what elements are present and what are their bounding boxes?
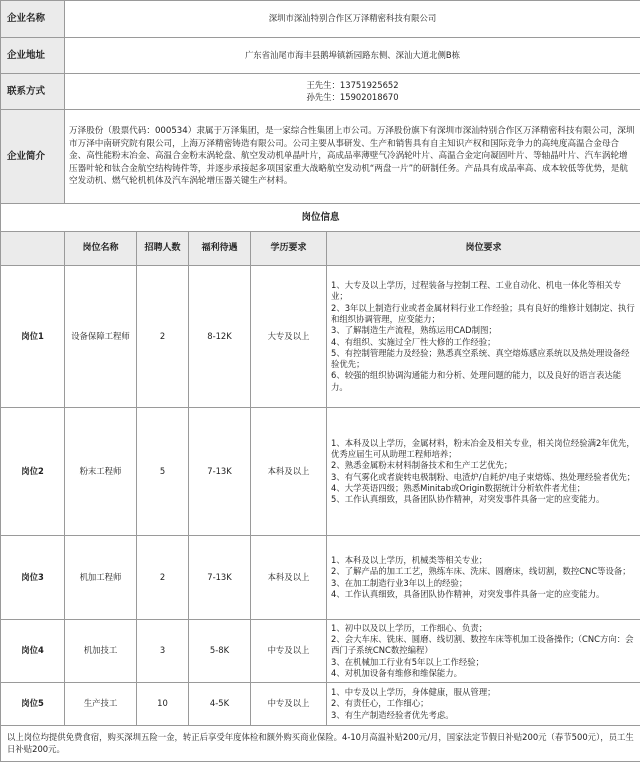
requirement-item: 1、本科及以上学历，机械类等相关专业；	[331, 554, 488, 565]
table-row	[1, 683, 640, 726]
column-header-salary: 福利待遇	[189, 232, 251, 266]
table-row	[1, 536, 640, 620]
column-header-education: 学历要求	[251, 232, 327, 266]
job-education: 本科及以上	[251, 408, 327, 536]
job-label: 岗位3	[1, 536, 65, 620]
job-requirements	[327, 408, 640, 536]
requirement-item: 3、在机械加工行业有5年以上工作经验；	[331, 656, 485, 667]
table-row	[1, 620, 640, 683]
job-education: 本科及以上	[251, 536, 327, 620]
requirement-item: 3、有生产制造经验者优先考虑。	[331, 709, 454, 720]
job-salary: 4-5K	[189, 683, 251, 726]
company-intro-label: 企业简介	[1, 110, 65, 204]
column-header-count: 招聘人数	[137, 232, 189, 266]
job-count: 10	[137, 683, 189, 726]
job-title: 机加工程师	[65, 536, 137, 620]
requirement-item: 4、大学英语四级；熟悉Minitab或Origin数据统计分析软件者尤佳；	[331, 482, 586, 493]
requirement-item: 3、有气雾化或者旋转电极制粉、电渣炉/自耗炉/电子束熔炼、热处理经验者优先；	[331, 471, 636, 482]
company-name: 深圳市深汕特别合作区万泽精密科技有限公司	[65, 1, 640, 38]
benefits-note: 以上岗位均提供免费食宿，购买深圳五险一金，转正后享受年度体检和额外购买商业保险。4-10月高温补贴200元/月，国家法定节假日补贴200元（春节500元），员工生日补贴200元。	[1, 726, 640, 762]
requirement-item: 5、工作认真细致，具备团队协作精神，对突发事件具备一定的应变能力。	[331, 494, 605, 505]
column-header-title: 岗位名称	[65, 232, 137, 266]
requirement-item: 2、会大车床、铣床、圆磨、线切割、数控车床等机加工设备操作;（CNC方向：会西门子系统CNC数控编程）	[331, 634, 634, 656]
contact-line-1: 王先生：13751925652	[306, 80, 399, 91]
requirement-item: 1、本科及以上学历，金属材料，粉末冶金及相关专业，相关岗位经验满2年优先，优秀应届生可从助理工程师培养；	[331, 437, 635, 459]
job-label: 岗位4	[1, 620, 65, 683]
contact-label: 联系方式	[1, 74, 65, 110]
requirement-item: 4、有组织、实施过全厂性大修的工作经验；	[331, 336, 496, 347]
job-education: 大专及以上	[251, 266, 327, 408]
requirement-item: 2、有责任心，工作细心；	[331, 698, 429, 709]
job-salary: 7-13K	[189, 536, 251, 620]
job-salary: 8-12K	[189, 266, 251, 408]
job-requirements	[327, 620, 640, 683]
requirement-item: 3、在加工制造行业3年以上的经验；	[331, 577, 468, 588]
company-intro: 万泽股份（股票代码：000534）隶属于万泽集团，是一家综合性集团上市公司。万泽股份旗下有深圳市深汕特别合作区万泽精密科技有限公司，深圳市万泽中南研究院有限公司，上海万泽精密铸造有限公司。公司主要从事研发、生产和销售具有自主知识产权和国际竞争力的高纯度高温合金母合金、高性能粉末冶金、高温合金粉末涡轮盘、航空发动机单晶叶片，高成品率薄壁气冷涡轮叶片、高温合金定向凝固叶片、等轴晶叶片、汽车涡轮增压器叶轮和钛合金航空结构铸件等，并逐步承接起多项国家重大战略航空发动机“两盘一片”的研制任务。产品具有成品率高、成本较低等优势，是航空发动机、燃气轮机机体及汽车涡轮增压器关键生产材料。	[65, 110, 640, 204]
jobs-section-title: 岗位信息	[1, 204, 640, 232]
job-label: 岗位1	[1, 266, 65, 408]
job-requirements	[327, 536, 640, 620]
requirement-item: 3、了解制造生产流程，熟练运用CAD制图；	[331, 325, 497, 336]
job-salary: 7-13K	[189, 408, 251, 536]
job-title: 设备保障工程师	[65, 266, 137, 408]
job-label: 岗位2	[1, 408, 65, 536]
requirement-item: 1、初中以及以上学历，工作细心、负责；	[331, 622, 488, 633]
job-title: 生产技工	[65, 683, 137, 726]
column-header-requirements: 岗位要求	[327, 232, 640, 266]
contact-line-2: 孙先生：15902018670	[306, 91, 399, 102]
job-salary: 5-8K	[189, 620, 251, 683]
job-count: 2	[137, 266, 189, 408]
company-address: 广东省汕尾市海丰县鹅埠镇新园路东侧、深汕大道北侧B栋	[65, 38, 640, 74]
job-requirements	[327, 266, 640, 408]
company-address-label: 企业地址	[1, 38, 65, 74]
job-education: 中专及以上	[251, 683, 327, 726]
requirement-item: 1、大专及以上学历，过程装备与控制工程、工业自动化、机电一体化等相关专业；	[331, 280, 622, 302]
header-blank	[1, 232, 65, 266]
company-name-label: 企业名称	[1, 1, 65, 38]
table-row	[1, 266, 640, 408]
requirement-item: 5、有控制管理能力及经验；熟悉真空系统、真空熔炼感应系统以及热处理设备经验优先；	[331, 347, 630, 370]
job-education: 中专及以上	[251, 620, 327, 683]
job-count: 2	[137, 536, 189, 620]
contact-info	[65, 74, 640, 110]
requirement-item: 6、较强的组织协调沟通能力和分析、处理问题的能力，以及良好的语言表达能力。	[331, 370, 622, 392]
requirement-item: 4、工作认真细致，具备团队协作精神，对突发事件具备一定的应变能力。	[331, 588, 605, 599]
job-title: 粉末工程师	[65, 408, 137, 536]
job-count: 5	[137, 408, 189, 536]
job-title: 机加技工	[65, 620, 137, 683]
requirement-item: 4、对机加设备有维修和维保能力。	[331, 667, 462, 678]
job-label: 岗位5	[1, 683, 65, 726]
requirement-item: 2、3年以上制造行业或者金属材料行业工作经验；具有良好的维修计划制定、执行和组织协调管理，应变能力；	[331, 302, 635, 324]
requirement-item: 2、了解产品的加工工艺，熟练车床、洗床、圆磨床，线切割，数控CNC等设备；	[331, 566, 631, 577]
requirement-item: 1、中专及以上学历，身体健康，服从管理；	[331, 687, 496, 698]
table-row	[1, 408, 640, 536]
requirement-item: 2、熟悉金属粉末材料制备技术和生产工艺优先；	[331, 460, 513, 471]
job-count: 3	[137, 620, 189, 683]
job-requirements	[327, 683, 640, 726]
